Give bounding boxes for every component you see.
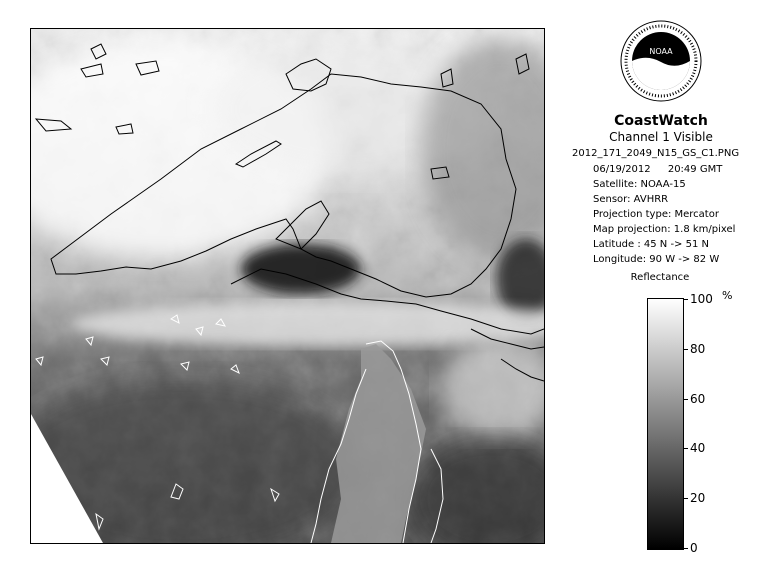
date-label: 06/19/2012 [593,164,651,175]
time-label: 20:49 GMT [667,164,723,175]
colorbar-unit: % [722,289,733,302]
colorbar-tick-label: 20 [690,491,706,505]
colorbar-tick-label: 60 [690,392,706,406]
colorbar-tick-label: 0 [690,541,698,555]
colorbar-tick-label: 80 [690,342,706,356]
colorbar-tick [683,399,688,400]
satellite-label: Satellite: NOAA-15 [593,179,686,190]
clear-patch-lake [241,244,361,294]
datetime [593,162,722,177]
colorbar-tick [683,299,688,300]
filename: 2012_171_2049_N15_GS_C1.PNG [572,148,740,159]
colorbar-tick [683,448,688,449]
colorbar-tick [683,349,688,350]
colorbar-title: Reflectance [630,272,690,283]
projection-label: Projection type: Mercator [593,209,719,220]
colorbar-tick [683,498,688,499]
sensor-label: Sensor: AVHRR [593,194,669,205]
colorbar [647,298,684,550]
logo-text: NOAA [649,47,673,56]
latitude-label: Latitude : 45 N -> 51 N [593,239,709,250]
colorbar-tick-label: 40 [690,441,706,455]
longitude-label: Longitude: 90 W -> 82 W [593,254,720,265]
map-projection-label: Map projection: 1.8 km/pixel [593,224,736,235]
noaa-logo [620,20,702,102]
app-title: CoastWatch [614,113,708,129]
satellite-image [31,29,544,543]
colorbar-tick-label: 100 [690,292,713,306]
colorbar-tick [683,548,688,549]
channel-label: Channel 1 Visible [609,130,713,144]
satellite-map[interactable] [30,28,545,544]
